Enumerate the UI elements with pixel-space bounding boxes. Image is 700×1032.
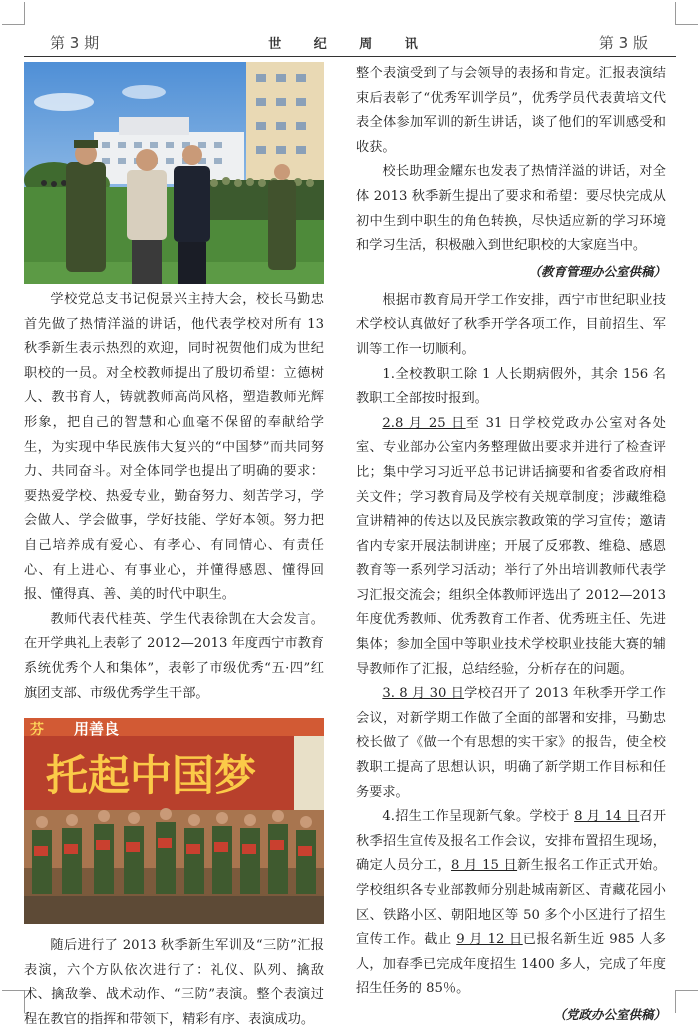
date-aug-14: 8 月 14 日	[574, 809, 640, 825]
ceremony-photo	[24, 62, 324, 284]
article-paragraph-military-training: 随后进行了 2013 秋季新生军训及“三防”汇报表演，六个方队依次进行了：礼仪、队列、擒敌术、擒敌拳、战术动作、“三防”表演。整个表演过程在教官的指挥和带领下，精彩有序、表演成功。	[24, 938, 324, 1027]
right-column	[356, 62, 666, 1028]
enrollment-text-d: 已报名新生近 985 人多人，加春季已完成年度招生 1400 多人，完成了年度招生任务的 85％。	[356, 932, 666, 997]
crop-mark-top-left	[2, 2, 25, 25]
article-paragraph-party-office-work	[356, 412, 666, 683]
svg-text:芬: 芬	[30, 722, 44, 739]
stage-award-photo	[24, 718, 324, 924]
date-aug-15: 8 月 15 日	[451, 858, 518, 874]
semester-meeting-text: 学校召开了 2013 年秋季开学工作会议，对新学期工作做了全面的部署和安排，马勤忠校长做了《做一个有思想的实干家》的报告，使全校教职工提高了思想认识，明确了新学期工作目标和任务要求。	[356, 686, 666, 800]
date-sep-12: 9 月 12 日	[456, 932, 523, 948]
crop-mark-top-right	[675, 2, 698, 25]
enrollment-text-c: 新生报名工作正式开始。学校组织各专业部教师分别赴城南新区、青藏花园小区、铁路小区、朝阳地区等 50 多个小区进行了招生宣传工作。截止	[356, 858, 667, 948]
article-paragraph-staff-report: 1.全校教职工除 1 人长期病假外，其余 156 名教职工全部按时报到。	[356, 366, 666, 407]
page-number: 第 3 版	[598, 34, 648, 52]
article-paragraph-awards: 教师代表代桂英、学生代表徐凯在大会发言。在开学典礼上表彰了 2012—2013 年度西宁市教育系统优秀个人和集体”，表彰了市级优秀“五·四”红旗团支部、市级优秀学生干部。	[24, 611, 324, 701]
newspaper-name: 世 纪 周 讯	[268, 37, 432, 52]
source-credit-party-office: （党政办公室供稿）	[553, 1006, 666, 1022]
banner-text-left: 用善良	[74, 720, 120, 739]
article-paragraph-principal-speech: 学校党总支书记倪景兴主持大会，校长马勤忠首先做了热情洋溢的讲话，他代表学校对所有 13 秋季新生表示热烈的欢迎，同时祝贺他们成为世纪职校的一员。对全校教师提出了殷切希望：立德树人、教书育人，铸就教师高尚风格，塑造教师光辉形象，把自己的智慧和心血毫不保留的奉献给学生，为实现中华民族伟大复兴的“中国梦”而共同努力、共同奋斗。对全体同学也提出了明确的要求：要热爱学校、热爱专业，勤奋努力、刻苦学习，学会做人、学会做事，学好技能、学好本领。努力把自己培养成有爱心、有孝心、有同情心、有责任心、有上进心、有事业心，并懂得感恩、懂得回报、懂得真、善、美的时代中职生。	[24, 292, 324, 603]
banner-text-main: 托起中国梦	[46, 751, 257, 801]
crop-mark-bottom-left	[2, 990, 25, 1013]
article-paragraph-semester-meeting	[356, 682, 666, 805]
date-aug-30: 3. 8 月 30 日	[382, 686, 465, 702]
enrollment-text-b: 召开秋季招生宣传及报名工作会议，安排布置招生现场，确定人员分工，	[356, 809, 667, 874]
page-header	[24, 28, 676, 57]
crop-mark-bottom-right	[675, 990, 698, 1013]
enrollment-text-a: 4.招生工作呈现新气象。学校于	[382, 809, 575, 825]
article-paragraph-enrollment	[356, 805, 666, 1002]
article-paragraph-performance-praise: 整个表演受到了与会领导的表扬和肯定。汇报表演结束后表彰了“优秀军训学员”，优秀学员代表黄培文代表全体参加军训的新生讲话，谈了他们的军训感受和收获。	[356, 66, 666, 155]
article-paragraph-school-opening: 根据市教育局开学工作安排，西宁市世纪职业技术学校认真做好了秋季开学各项工作，目前招生、军训等工作一切顺利。	[356, 292, 666, 357]
source-credit-education-office: （教育管理办公室供稿）	[528, 263, 666, 279]
issue-number: 第 3 期	[50, 34, 100, 52]
party-office-work-text: 至 31 日学校党政办公室对各处室、专业部办公室内务整理做出要求并进行了检查评比；集中学习习近平总书记讲话摘要和省委省政府相关文件；学习教育局及学校有关规章制度；涉藏维稳宣讲精神的传达以及民族宗教政策的学习宣传；邀请省内专家开展法制讲座；开展了反邪教、维稳、感恩教育等一系列学习活动；举行了外出培训教师代表学习汇报交流会；组织全体教师评选出了 2012—2013 年度优秀教师、优秀教育工作者、优秀班主任、先进集体；参加全国中等职业技术学校职业技能大赛的辅导教师作了汇报，总结经验，分析存在的问题。	[356, 415, 666, 677]
article-paragraph-assistant-speech: 校长助理金耀东也发表了热情洋溢的讲话，对全体 2013 秋季新生提出了要求和希望：要尽快完成从初中生到中职生的角色转换，尽快适应新的学习环境和学习生活，积极融入到世纪职校的大家庭当中。	[356, 164, 666, 254]
date-aug-25: 2.8 月 25 日	[382, 415, 466, 431]
left-column	[24, 62, 324, 1032]
